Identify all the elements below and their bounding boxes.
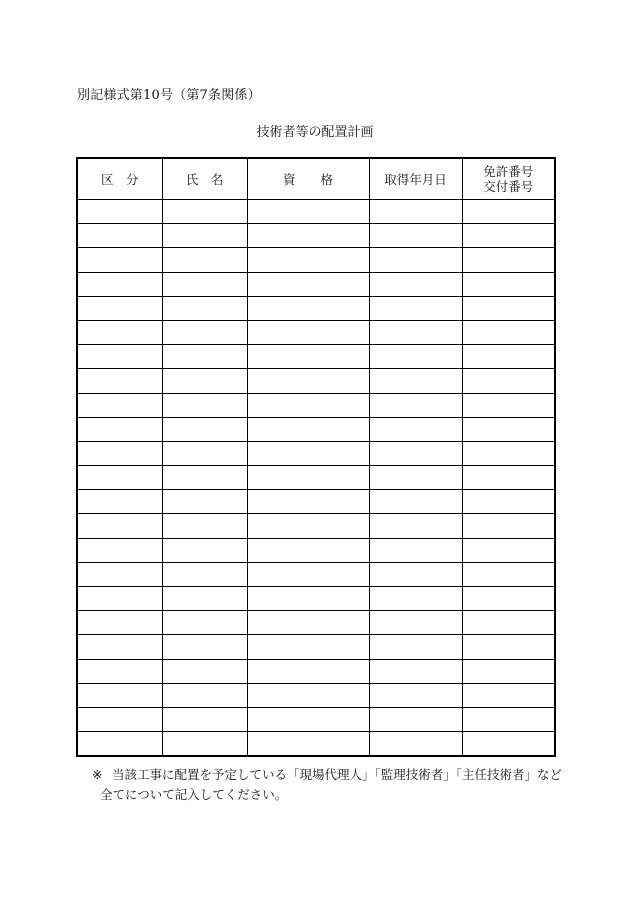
cell-qualification[interactable]	[247, 683, 369, 707]
table-row	[77, 587, 555, 611]
cell-license-number[interactable]	[462, 683, 555, 707]
table-row	[77, 296, 555, 320]
cell-qualification[interactable]	[247, 538, 369, 562]
cell-qualification[interactable]	[247, 369, 369, 393]
cell-category[interactable]	[77, 732, 162, 757]
cell-category[interactable]	[77, 611, 162, 635]
cell-license-number[interactable]	[462, 296, 555, 320]
table-row	[77, 200, 555, 224]
cell-name[interactable]	[162, 538, 247, 562]
note-mark: ※	[92, 767, 103, 782]
cell-category[interactable]	[77, 320, 162, 344]
cell-category[interactable]	[77, 635, 162, 659]
cell-qualification[interactable]	[247, 393, 369, 417]
cell-category[interactable]	[77, 587, 162, 611]
cell-category[interactable]	[77, 417, 162, 441]
cell-qualification[interactable]	[247, 635, 369, 659]
cell-category[interactable]	[77, 538, 162, 562]
table-row	[77, 441, 555, 465]
cell-name[interactable]	[162, 611, 247, 635]
cell-qualification[interactable]	[247, 466, 369, 490]
cell-license-number[interactable]	[462, 514, 555, 538]
cell-name[interactable]	[162, 441, 247, 465]
table-row	[77, 345, 555, 369]
cell-license-number[interactable]	[462, 441, 555, 465]
cell-license-number[interactable]	[462, 611, 555, 635]
cell-qualification[interactable]	[247, 707, 369, 731]
cell-qualification[interactable]	[247, 248, 369, 272]
cell-name[interactable]	[162, 659, 247, 683]
table-row	[77, 393, 555, 417]
cell-acquisition-date[interactable]	[369, 200, 462, 224]
cell-acquisition-date[interactable]	[369, 514, 462, 538]
cell-name[interactable]	[162, 732, 247, 757]
cell-category[interactable]	[77, 200, 162, 224]
cell-license-number[interactable]	[462, 635, 555, 659]
cell-category[interactable]	[77, 296, 162, 320]
cell-acquisition-date[interactable]	[369, 393, 462, 417]
cell-name[interactable]	[162, 224, 247, 248]
table-row	[77, 562, 555, 586]
cell-category[interactable]	[77, 514, 162, 538]
cell-license-number[interactable]	[462, 320, 555, 344]
table-row	[77, 683, 555, 707]
header-license-line1: 免許番号	[483, 164, 534, 179]
cell-qualification[interactable]	[247, 441, 369, 465]
cell-qualification[interactable]	[247, 611, 369, 635]
cell-acquisition-date[interactable]	[369, 441, 462, 465]
cell-acquisition-date[interactable]	[369, 345, 462, 369]
table-row	[77, 538, 555, 562]
cell-qualification[interactable]	[247, 732, 369, 757]
cell-license-number[interactable]	[462, 732, 555, 757]
cell-category[interactable]	[77, 393, 162, 417]
header-acquisition-date: 取得年月日	[369, 158, 462, 200]
table-row	[77, 248, 555, 272]
cell-acquisition-date[interactable]	[369, 466, 462, 490]
footnote-line1	[92, 765, 562, 785]
cell-category[interactable]	[77, 441, 162, 465]
table-row	[77, 369, 555, 393]
cell-license-number[interactable]	[462, 538, 555, 562]
table-row	[77, 732, 555, 757]
table-row	[77, 514, 555, 538]
cell-acquisition-date[interactable]	[369, 490, 462, 514]
cell-acquisition-date[interactable]	[369, 417, 462, 441]
header-qualification: 資 格	[247, 158, 369, 200]
footnote-text1: 当該工事に配置を予定している「現場代理人」「監理技術者」「主任技術者」など	[112, 767, 563, 782]
cell-acquisition-date[interactable]	[369, 320, 462, 344]
cell-name[interactable]	[162, 683, 247, 707]
cell-qualification[interactable]	[247, 514, 369, 538]
document-title: 技術者等の配置計画	[256, 125, 374, 140]
cell-acquisition-date[interactable]	[369, 659, 462, 683]
cell-qualification[interactable]	[247, 200, 369, 224]
cell-category[interactable]	[77, 248, 162, 272]
cell-qualification[interactable]	[247, 224, 369, 248]
cell-acquisition-date[interactable]	[369, 272, 462, 296]
table-row	[77, 417, 555, 441]
cell-license-number[interactable]	[462, 587, 555, 611]
cell-category[interactable]	[77, 683, 162, 707]
cell-name[interactable]	[162, 369, 247, 393]
table-row	[77, 490, 555, 514]
cell-name[interactable]	[162, 635, 247, 659]
cell-license-number[interactable]	[462, 248, 555, 272]
table-row	[77, 659, 555, 683]
cell-license-number[interactable]	[462, 200, 555, 224]
cell-category[interactable]	[77, 369, 162, 393]
cell-qualification[interactable]	[247, 659, 369, 683]
cell-qualification[interactable]	[247, 490, 369, 514]
cell-license-number[interactable]	[462, 224, 555, 248]
cell-name[interactable]	[162, 562, 247, 586]
cell-license-number[interactable]	[462, 562, 555, 586]
header-license-line2: 交付番号	[483, 179, 534, 194]
personnel-plan-table	[76, 157, 556, 757]
cell-name[interactable]	[162, 707, 247, 731]
cell-license-number[interactable]	[462, 707, 555, 731]
cell-acquisition-date[interactable]	[369, 587, 462, 611]
cell-qualification[interactable]	[247, 296, 369, 320]
cell-qualification[interactable]	[247, 320, 369, 344]
cell-name[interactable]	[162, 320, 247, 344]
cell-license-number[interactable]	[462, 417, 555, 441]
cell-license-number[interactable]	[462, 659, 555, 683]
cell-acquisition-date[interactable]	[369, 707, 462, 731]
cell-acquisition-date[interactable]	[369, 296, 462, 320]
cell-acquisition-date[interactable]	[369, 732, 462, 757]
cell-acquisition-date[interactable]	[369, 611, 462, 635]
table-row	[77, 224, 555, 248]
cell-category[interactable]	[77, 707, 162, 731]
header-name: 氏 名	[162, 158, 247, 200]
cell-acquisition-date[interactable]	[369, 683, 462, 707]
cell-acquisition-date[interactable]	[369, 369, 462, 393]
table-row	[77, 466, 555, 490]
cell-name[interactable]	[162, 514, 247, 538]
cell-name[interactable]	[162, 490, 247, 514]
form-number-label: 別記様式第10号（第7条関係）	[77, 88, 261, 103]
cell-name[interactable]	[162, 296, 247, 320]
cell-qualification[interactable]	[247, 272, 369, 296]
cell-category[interactable]	[77, 659, 162, 683]
cell-name[interactable]	[162, 417, 247, 441]
cell-qualification[interactable]	[247, 587, 369, 611]
cell-name[interactable]	[162, 393, 247, 417]
table-row	[77, 611, 555, 635]
cell-acquisition-date[interactable]	[369, 562, 462, 586]
cell-name[interactable]	[162, 587, 247, 611]
cell-category[interactable]	[77, 224, 162, 248]
cell-category[interactable]	[77, 272, 162, 296]
cell-qualification[interactable]	[247, 562, 369, 586]
footnote	[92, 765, 562, 805]
cell-category[interactable]	[77, 562, 162, 586]
table-body	[77, 200, 555, 757]
cell-acquisition-date[interactable]	[369, 224, 462, 248]
table-header-row	[77, 158, 555, 200]
cell-acquisition-date[interactable]	[369, 248, 462, 272]
table-row	[77, 707, 555, 731]
cell-qualification[interactable]	[247, 417, 369, 441]
cell-name[interactable]	[162, 466, 247, 490]
cell-name[interactable]	[162, 272, 247, 296]
cell-name[interactable]	[162, 345, 247, 369]
cell-category[interactable]	[77, 345, 162, 369]
cell-license-number[interactable]	[462, 466, 555, 490]
cell-license-number[interactable]	[462, 490, 555, 514]
table-row	[77, 272, 555, 296]
cell-category[interactable]	[77, 490, 162, 514]
header-category: 区 分	[77, 158, 162, 200]
footnote-line2: 全てについて記入してください。	[100, 787, 288, 802]
cell-acquisition-date[interactable]	[369, 538, 462, 562]
cell-license-number[interactable]	[462, 345, 555, 369]
header-license-number	[462, 158, 555, 200]
cell-acquisition-date[interactable]	[369, 635, 462, 659]
table-row	[77, 320, 555, 344]
table-row	[77, 635, 555, 659]
cell-license-number[interactable]	[462, 393, 555, 417]
cell-name[interactable]	[162, 248, 247, 272]
cell-license-number[interactable]	[462, 272, 555, 296]
cell-qualification[interactable]	[247, 345, 369, 369]
cell-name[interactable]	[162, 200, 247, 224]
cell-category[interactable]	[77, 466, 162, 490]
cell-license-number[interactable]	[462, 369, 555, 393]
